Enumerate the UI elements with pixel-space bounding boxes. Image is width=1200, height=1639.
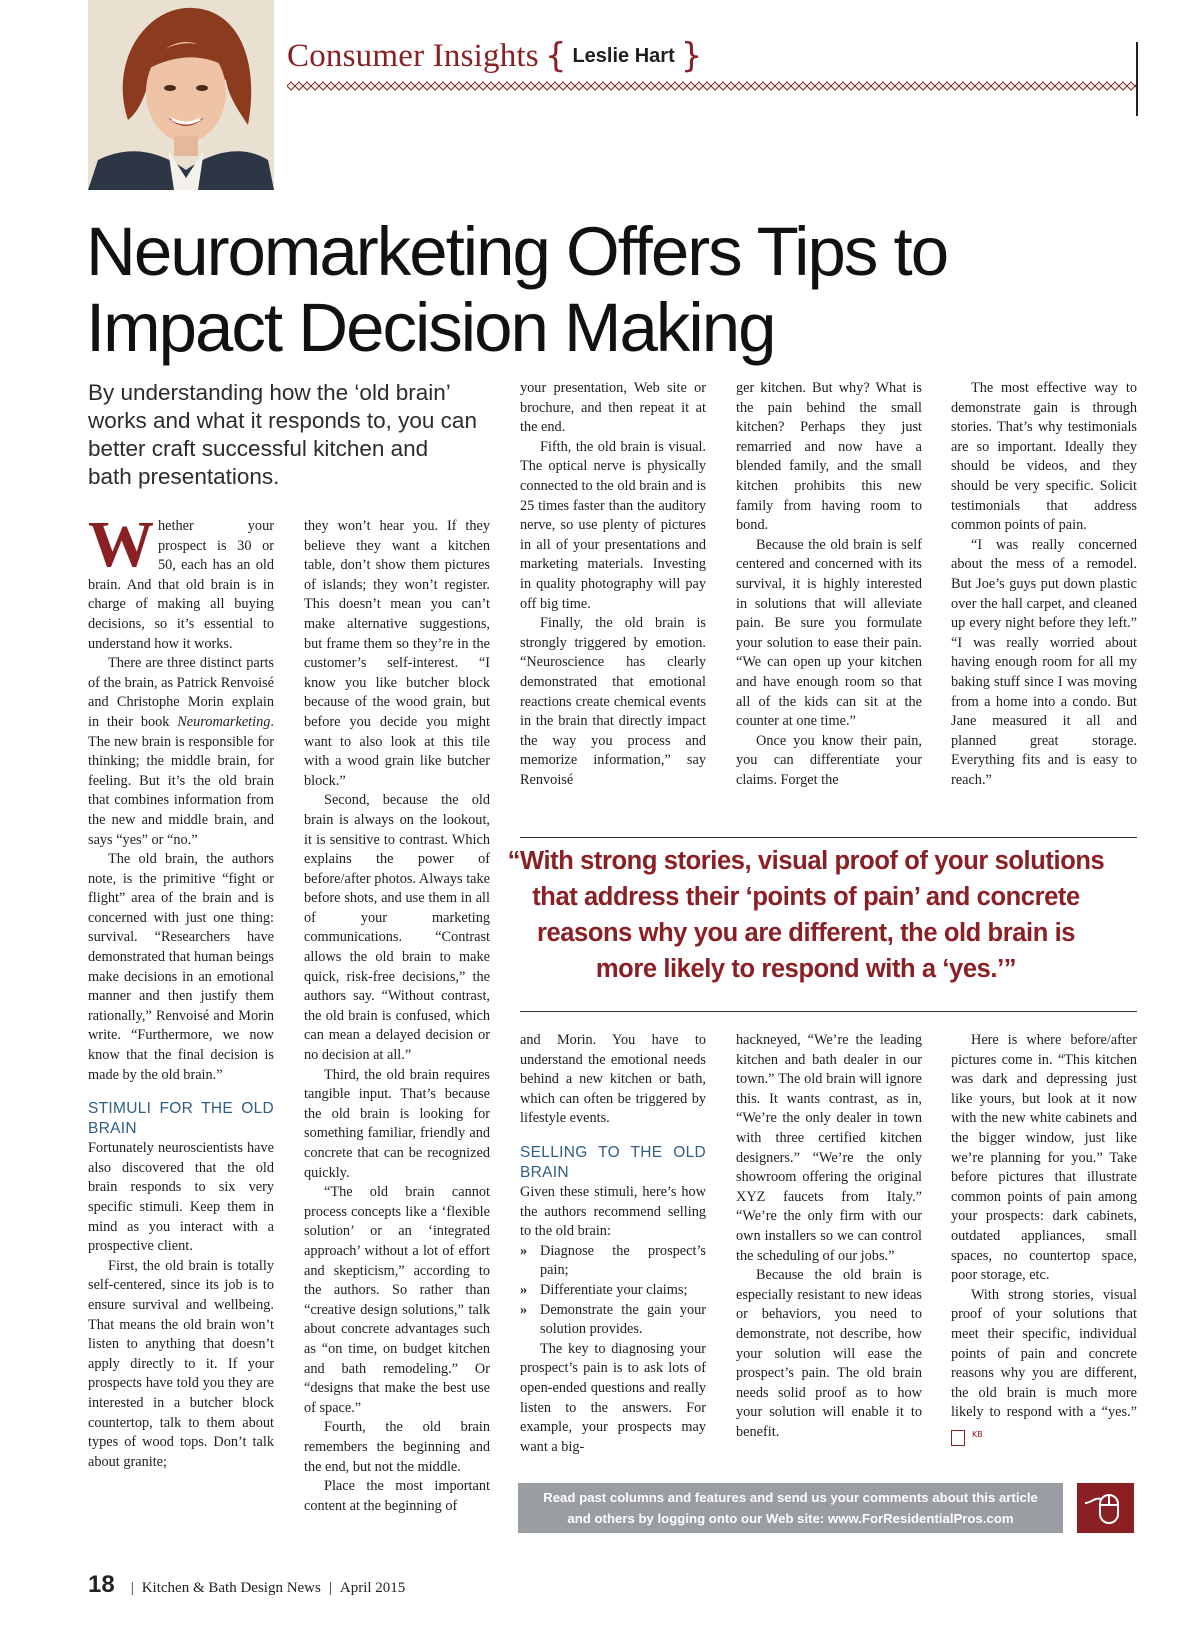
body-paragraph: “The old brain cannot process concepts like a ‘flexible solution’ or an ‘integrated approach’ without a lot of effort and skepticism,” according to the authors. So rather than “creative design solutions,” talk about concrete advantages such as “on time, on budget kitchen and bath remodeling.” Or “designs that make the best use of space.” (304, 1184, 490, 1416)
body-paragraph: Because the old brain is especially resistant to new ideas or behaviors, you need to demonstrate, not describe, how your solution will ease the prospect’s pain. The old brain needs solid proof as to how your solution will enable it to benefit. (736, 1267, 922, 1440)
body-paragraph: Fifth, the old brain is visual. The optical nerve is physically connected to the old brain and is 25 times faster than the auditory nerve, so use plenty of pictures in all of your presentations and marketing materials. Investing in quality photography will pay off big time. (520, 438, 706, 612)
body-paragraph: The old brain, the authors note, is the primitive “fight or flight” area of the brain and is concerned with just one thing: survival. “Researchers have demonstrated that human beings make decisions in an emotional manner and then justify them rationally,” Renvoisé and Morin write. “Furthermore, we now know that the final decision is made by the old brain.” (88, 851, 274, 1083)
body-column-1 (88, 508, 274, 1472)
promo-line-1: Read past columns and features and send us your comments about this article (543, 1490, 1038, 1505)
body-paragraph: and Morin. You have to understand the emotional needs behind a new kitchen or bath, which can often be triggered by lifestyle events. (520, 1032, 706, 1127)
header-vertical-rule (1136, 42, 1138, 116)
website-promo-banner[interactable] (518, 1483, 1063, 1533)
footer-separator: | (130, 1580, 134, 1596)
list-item: » Demonstrate the gain your solution provides. (520, 1301, 706, 1338)
footer-separator: | (328, 1580, 332, 1596)
pullquote-top-rule (520, 837, 1137, 838)
bullet-marker: » (520, 1281, 528, 1298)
body-paragraph: Fourth, the old brain remembers the beginning and the end, but not the middle. (304, 1419, 490, 1475)
column-name: Consumer Insights (287, 37, 539, 74)
promo-line-2[interactable]: and others by logging onto our Web site: www.ForResidentialPros.com (567, 1511, 1014, 1526)
mouse-icon (1077, 1483, 1134, 1533)
column-header (287, 30, 708, 82)
body-paragraph: Place the most important content at the beginning of (304, 1478, 490, 1514)
author-name: Leslie Hart (572, 44, 675, 67)
left-brace: { (544, 36, 567, 76)
body-paragraph: Third, the old brain requires tangible input. That’s because the old brain is looking for something familiar, friendly and concrete that can be recognized quickly. (304, 1066, 490, 1181)
body-paragraph: hackneyed, “We’re the leading kitchen and bath dealer in our town.” The old brain will ignore this. It wants contrast, as in, “We’re the only dealer in town with three certified kitchen designers.” “We’re the only showroom offering the original XYZ faucets from Italy.” “We’re the only firm with our own installers so we can control the scheduling of our jobs.” (736, 1032, 922, 1264)
bullet-marker: » (520, 1242, 528, 1259)
body-paragraph: There are three distinct parts of the brain, as Patrick Renvoisé and Christophe Morin explain in their book Neuromarketing. The new brain is responsible for thinking; the middle brain, for feeling. But it’s the old brain that combines information from the new and middle brain, and says “yes” or “no.” (88, 655, 274, 848)
body-paragraph: “I was really concerned about the mess of a remodel. But Joe’s guys put down plastic over the hall carpet, and cleaned up every night before they left.” “I was really worried about having enough room for all my baking stuff since I was moving from a home into a condo. But Jane measured it all and planned great storage. Everything fits and is easy to reach.” (951, 536, 1137, 788)
body-paragraph: The key to diagnosing your prospect’s pain is to ask lots of open-ended questions and really listen to the answers. For example, your prospects may want a big- (520, 1340, 706, 1455)
body-paragraph: First, the old brain is totally self-centered, since its job is to ensure survival and wellbeing. That means the old brain won’t listen to anything that doesn’t apply directly to it. If your prospects have told you they are interested in a butcher block countertop, talk to them about types of wood tops. Don’t talk about granite; (88, 1257, 274, 1470)
body-paragraph: Second, because the old brain is always on the lookout, it is sensitive to contrast. Which explains the power of before/after photos. Always take before shots, and use them in all of your marketing communications. “Contrast allows the old brain to make quick, risk-free decisions,” the authors say. “Without contrast, the old brain is confused, which can mean a delayed decision or no decision at all.” (304, 792, 490, 1064)
body-column-3-lower (520, 1031, 706, 1457)
body-column-4-lower (736, 1031, 922, 1442)
right-brace: } (680, 36, 703, 76)
body-paragraph: Given these stimuli, here’s how the authors recommend selling to the old brain: (520, 1183, 706, 1240)
author-portrait (88, 0, 274, 190)
page-footer (88, 1571, 405, 1599)
section-subhead: STIMULI FOR THE OLD BRAIN (88, 1100, 274, 1138)
body-paragraph: Fortunately neuroscientists have also discovered that the old brain responds to six very specific stimuli. Keep them in mind as you interact with a prospective client. (88, 1140, 274, 1255)
body-paragraph: they won’t hear you. If they believe they want a kitchen table, don’t show them pictures of islands; they won’t register. This doesn’t mean you can’t make alternative suggestions, but frame them so they’re in the customer’s self-interest. “I know you like butcher block because of the wood grain, but before you decide you might want to also look at this tile with a wood grain like butcher block.” (304, 518, 490, 789)
body-paragraph: Whether your prospect is 30 or 50, each has an old brain. And that old brain is in charge of making all buying decisions, so it’s essential to understand how it works. (88, 508, 274, 652)
publication-name: Kitchen & Bath Design News (141, 1580, 321, 1596)
body-paragraph: Here is where before/after pictures come in. “This kitchen was dark and depressing just like yours, but look at it now with the new white cabinets and the bigger window, just like we’re planning for you.” Take before pictures that illustrate common points of pain among your prospects: dark cabinets, outdated appliances, small spaces, no countertop space, poor storage, etc. (951, 1032, 1137, 1284)
pullquote-bottom-rule (520, 1011, 1137, 1012)
body-paragraph: With strong stories, visual proof of your solutions that meet their specific, individual points of pain and concrete reasons why you are different, the old brain is much more likely to respond with a “yes.” KB (951, 1286, 1137, 1446)
body-paragraph: Finally, the old brain is strongly triggered by emotion. “Neuroscience has clearly demonstrated that emotional reactions create chemical events in the brain that directly impact the way you process and memorize information,” say Renvoisé (520, 615, 706, 788)
drop-cap: W (88, 508, 154, 581)
bullet-list (520, 1242, 706, 1340)
body-paragraph: ger kitchen. But why? What is the pain behind the small kitchen? Perhaps they just remarried and now have a blended family, and the small kitchen prohibits this new family from having room to bond. (736, 380, 922, 534)
list-item: » Differentiate your claims; (520, 1281, 706, 1301)
body-paragraph: Because the old brain is self centered and concerned with its survival, it is highly interested in solutions that will alleviate pain. Be sure you formulate your solution to ease their pain. “We can open up your kitchen and have enough room so that all of the kids can sit at the counter at one time.” (736, 536, 922, 730)
body-column-4 (736, 379, 922, 790)
issue-date: April 2015 (339, 1580, 406, 1596)
end-mark-icon: KB (951, 1430, 965, 1446)
deck: By understanding how the ‘old brain’ works and what it responds to, you can better craft successful kitchen and bath presentations. (88, 380, 477, 489)
bullet-marker: » (520, 1301, 528, 1318)
page-number: 18 (88, 1571, 115, 1598)
list-item: » Diagnose the prospect’s pain; (520, 1242, 706, 1279)
body-paragraph: your presentation, Web site or brochure, and then repeat it at the end. (520, 380, 706, 436)
zigzag-rule (287, 81, 1137, 91)
body-paragraph: The most effective way to demonstrate gain is through stories. That’s why testimonials are so important. Ideally they should be videos, and they should be very specific. Solicit testimonials that address common points of pain. (951, 380, 1137, 534)
body-column-2 (304, 517, 490, 1516)
body-column-3 (520, 379, 706, 790)
body-column-5-lower (951, 1031, 1137, 1446)
headline: Neuromarketing Offers Tips to Impact Decision Making (86, 213, 948, 366)
section-subhead: SELLING TO THE OLD BRAIN (520, 1143, 706, 1181)
pull-quote: “With strong stories, visual proof of your solutions that address their ‘points of pain’ and concrete reasons why you are different, the old brain is more likely to respond with a ‘yes.’” (507, 847, 1105, 983)
body-paragraph: Once you know their pain, you can differentiate your claims. Forget the (736, 732, 922, 788)
body-column-5 (951, 379, 1137, 790)
